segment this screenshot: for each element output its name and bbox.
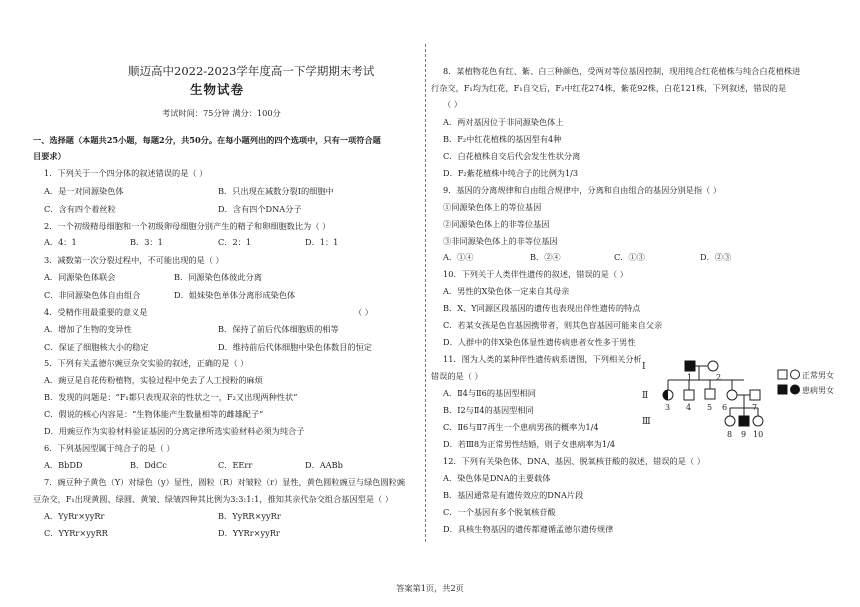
question-1: 1．下列关于一个四分体的叙述错误的是（ ）	[44, 168, 208, 178]
exam-title: 顺迈高中2022-2023学年度高一下学期期末考试	[128, 64, 375, 78]
option-line: A．染色体是DNA的主要载体	[443, 473, 551, 483]
option-line: A．同源染色体联会	[44, 272, 116, 282]
option-line: D．具核生物基因的遗传都遵循孟德尔遗传规律	[443, 524, 614, 534]
normal-male-4	[684, 390, 694, 400]
answer-paren: （ ）	[354, 307, 373, 317]
option-line: B．YyRR×yyRr	[218, 511, 281, 521]
option-line: D．YYRr×yyRr	[218, 528, 280, 538]
question-4: 4．受精作用最重要的意义是	[44, 307, 148, 317]
normal-female-8	[725, 416, 735, 426]
normal-male-7	[750, 390, 760, 400]
normal-female-2	[708, 361, 718, 371]
question-7: 7．豌豆种子黄色（Y）对绿色（y）显性，圆粒（R）对皱粒（r）显性，黄色圆粒豌豆与绿色圆粒豌	[44, 477, 406, 487]
legend-normal-female	[791, 370, 800, 379]
section-heading: 一、选择题（本题共25小题，每题2分，共50分。在每小题列出的四个选项中，只有一项符合题	[33, 135, 381, 145]
pedigree-diagram	[640, 352, 855, 442]
option-line: B．3：1	[130, 237, 163, 247]
id-number: 8	[727, 430, 733, 439]
option-line: D．1：1	[305, 237, 339, 247]
option-line: A．BbDD	[44, 460, 83, 470]
option-line: A．是一对同源染色体	[44, 186, 124, 196]
question-3: 3．减数第一次分裂过程中，不可能出现的是（ ）	[44, 255, 224, 265]
normal-female-10	[753, 416, 763, 426]
section-heading-cont: 目要求）	[33, 151, 66, 161]
question-7-cont: 豆杂交，F₁出现黄圆、绿圆、黄皱、绿皱四种其比例为3:3:1:1，推知其亲代杂交组合基因型是（ ）	[33, 494, 393, 504]
option-line: C．①③	[614, 252, 645, 262]
id-number: 5	[707, 403, 713, 412]
question-8-cont: 行杂交，F₁均为红花，F₁自交后，F₂中红花274株，紫花92株，白花121株，下列叙述，错误的是	[431, 83, 787, 93]
question-6: 6．下列基因型属于纯合子的是（ ）	[44, 443, 175, 453]
question-5: 5．下列有关孟德尔豌豆杂交实验的叙述，正确的是（ ）	[44, 358, 249, 368]
option-line: C．EErr	[218, 460, 253, 470]
answer-paren: （ ）	[443, 99, 462, 109]
id-number: 1	[687, 373, 693, 382]
option-line: D．含有四个DNA分子	[218, 204, 302, 214]
gen-label-3: Ⅲ	[642, 417, 651, 427]
option-line: A．豌豆是自花传粉植物，实验过程中免去了人工授粉的麻烦	[44, 375, 263, 385]
question-9: 9．基因的分离规律和自由组合规律中，分离和自由组合的基因分别是指（ ）	[443, 185, 722, 195]
question-12: 12．下列有关染色体、DNA、基因、脱氧核苷酸的叙述，错误的是（ ）	[443, 456, 705, 466]
statement-line: ②同源染色体上的非等位基因	[443, 219, 550, 229]
option-line: B．发现的问题是：“F₁都只表现双亲的性状之一，F₂又出现两种性状”	[44, 392, 298, 402]
option-line: C．非同源染色体自由组合	[44, 290, 141, 300]
option-line: C．YYRr×yyRR	[44, 528, 108, 538]
affected-male-9	[739, 416, 749, 426]
option-line: D．②③	[700, 252, 732, 262]
option-line: B．同源染色体彼此分离	[174, 272, 262, 282]
option-line: B．基因通常是有遗传效应的DNA片段	[443, 490, 584, 500]
id-number: 2	[716, 373, 722, 382]
question-11-cont: 错误的是（ ）	[431, 371, 483, 381]
option-line: D．若Ⅲ8为正常男性结婚，则子女患病率为1/4	[443, 439, 616, 449]
id-number: 4	[686, 403, 692, 412]
option-line: B．X、Y同源区段基因的遗传也表现出伴性遗传的特点	[443, 303, 641, 313]
option-line: A．两对基因位于非同源染色体上	[443, 117, 564, 127]
legend-normal-label: 正常男女	[802, 371, 834, 380]
legend-affected-male	[778, 385, 787, 394]
option-line: A．男性的X染色体一定来自其母亲	[443, 286, 570, 296]
option-line: C．含有四个着丝粒	[44, 204, 116, 214]
question-11: 11．图为人类的某种伴性遗传病系谱图，下列相关分析	[443, 354, 642, 364]
option-line: C．Ⅱ6与Ⅱ7再生一个患病男孩的概率为1/4	[443, 422, 599, 432]
option-line: A．YyRr×yyRr	[44, 511, 105, 521]
option-line: D．F₂紫花植株中纯合子的比例为1/3	[443, 168, 579, 178]
option-line: A．①④	[443, 252, 474, 262]
option-line: B．DdCc	[130, 460, 167, 470]
option-line: A．4：1	[44, 237, 77, 247]
legend-affected-label: 患病男女	[802, 386, 834, 395]
option-line: C．保证了细胞核大小的稳定	[44, 342, 149, 352]
question-10: 10．下列关于人类伴性遗传的叙述，错误的是（ ）	[443, 269, 628, 279]
id-number: 3	[665, 403, 671, 412]
gen-label-1: Ⅰ	[642, 362, 646, 372]
carrier-half-fill	[663, 390, 668, 400]
id-number: 9	[741, 430, 747, 439]
option-line: B．②④	[530, 252, 561, 262]
option-line: B．只出现在减数分裂Ⅰ的细胞中	[218, 186, 334, 196]
subject-title: 生物试卷	[190, 82, 245, 97]
gen-label-2: Ⅱ	[642, 391, 649, 401]
option-line: C．一个基因有多个脱氧核苷酸	[443, 507, 556, 517]
column-divider	[425, 44, 427, 542]
option-line: C．白花植株自交后代会发生性状分离	[443, 151, 581, 161]
normal-male-5	[705, 389, 715, 399]
statement-line: ③非同源染色体上的非等位基因	[443, 236, 558, 246]
question-2: 2．一个初级精母细胞和一个初级卵母细胞分别产生的精子和卵细胞数比为（ ）	[44, 221, 331, 231]
id-number: 7	[752, 403, 758, 412]
option-line: C．假说的核心内容是：“生物体能产生数量相等的雌雄配子”	[44, 409, 264, 419]
option-line: C．若某女孩是色盲基因携带者，则其色盲基因可能来自父亲	[443, 320, 663, 330]
option-line: D．姐妹染色单体分离形成染色体	[174, 290, 296, 300]
question-8: 8．某植物花色有红、紫、白三种颜色，受两对等位基因控制，现用纯合红花植株与纯合白花植株进	[443, 66, 801, 76]
option-line: B．F₂中红花植株的基因型有4种	[443, 134, 562, 144]
affected-male-1	[685, 361, 695, 371]
id-number: 6	[722, 403, 728, 412]
normal-female-6	[727, 390, 737, 400]
id-number: 10	[753, 430, 764, 439]
option-line: D．用豌豆作为实验材料验证基因的分离定律所选实验材料必须为纯合子	[44, 426, 305, 436]
option-line: D．维持前后代体细胞中染色体数目的恒定	[218, 342, 372, 352]
option-line: A．增加了生物的变异性	[44, 324, 132, 334]
option-line: C．2：1	[218, 237, 252, 247]
option-line: D．人群中的伴X染色体显性遗传病患者女性多于男性	[443, 337, 636, 347]
legend-normal-male	[778, 370, 787, 379]
option-line: B．保持了前后代体细胞质的相等	[218, 324, 339, 334]
option-line: A．Ⅱ4与Ⅱ6的基因型相同	[443, 388, 536, 398]
statement-line: ①同源染色体上的等位基因	[443, 202, 542, 212]
exam-info: 考试时间：75分钟 满分：100分	[162, 108, 281, 118]
option-line: D．AABb	[305, 460, 343, 470]
option-line: B．Ⅰ2与Ⅱ4的基因型相同	[443, 405, 534, 415]
page-footer: 答案第1页，共2页	[396, 583, 464, 593]
legend-affected-female	[791, 385, 800, 394]
